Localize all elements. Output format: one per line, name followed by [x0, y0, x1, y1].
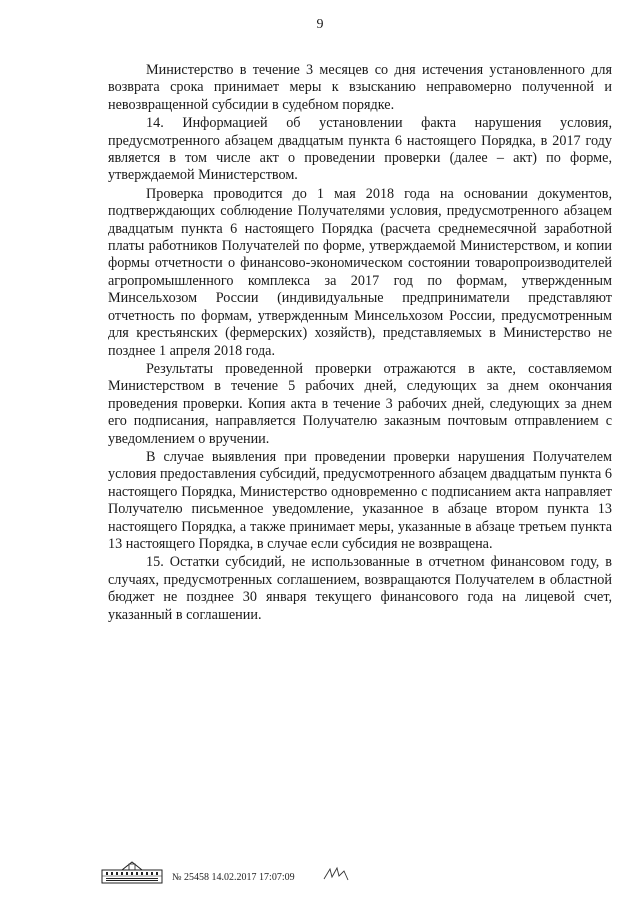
document-footer	[100, 860, 460, 886]
signature-mark-icon	[322, 865, 350, 883]
page-number: 9	[316, 17, 324, 32]
paragraph-5: В случае выявления при проведении проверки нарушения Получателем условия предоставления субсидий, предусмотренного абзацем двадцатым пункта 6 настоящего Порядка, Министерство одновременно с подписанием акта направляет Получателю письменное уведомление, указанное в абзаце втором пункта 13 настоящего Порядка, а также принимает меры, указанные в абзаце третьем пункта 13 настоящего Порядка, в случае если субсидия не возвращена.	[108, 448, 612, 552]
paragraph-6: 15. Остатки субсидий, не использованные в отчетном финансовом году, в случаях, предусмотренных соглашением, возвращаются Получателем в областной бюджет не позднее 30 января текущего финансового года на лицевой счет, указанный в соглашении.	[108, 554, 612, 623]
paragraph-3: Проверка проводится до 1 мая 2018 года на основании документов, подтверждающих соблюдение Получателями условия, предусмотренного абзацем двадцатым пункта 6 настоящего Порядка (расчета среднемесячной заработной платы работников Получателей по форме, утверждаемой Министерством, и копии формы отчетности о финансово-экономическом состоянии товаропроизводителей агропромышленного комплекса за 2017 год по формам, утвержденным Минсельхозом России (индивидуальные предприниматели представляют отчетность по формам, утвержденным Минсельхозом России, предусмотренным для крестьянских (фермерских) хозяйств), представляемых в Министерство не позднее 1 апреля 2018 года.	[108, 185, 612, 359]
paragraph-4: Результаты проведенной проверки отражаются в акте, составляемом Министерством в течение 5 рабочих дней, следующих за днем окончания проведения проверки. Копия акта в течение 3 рабочих дней, следующих за днем его подписания, направляется Получателю заказным почтовым отправлением с уведомлением о вручении.	[108, 360, 612, 447]
paragraph-1: Министерство в течение 3 месяцев со дня истечения установленного для возврата срока принимает меры к взысканию неправомерно полученной и невозвращенной субсидии в судебном порядке.	[108, 62, 612, 113]
document-registration-stamp: № 25458 14.02.2017 17:07:09	[172, 872, 295, 883]
building-logo-icon	[100, 860, 164, 886]
paragraph-2: 14. Информацией об установлении факта нарушения условия, предусмотренного абзацем двадцатым пункта 6 настоящего Порядка, в 2017 году является в том числе акт о проведении проверки (далее – акт) по форме, утверждаемой Министерством.	[108, 115, 612, 184]
document-body	[108, 62, 612, 625]
